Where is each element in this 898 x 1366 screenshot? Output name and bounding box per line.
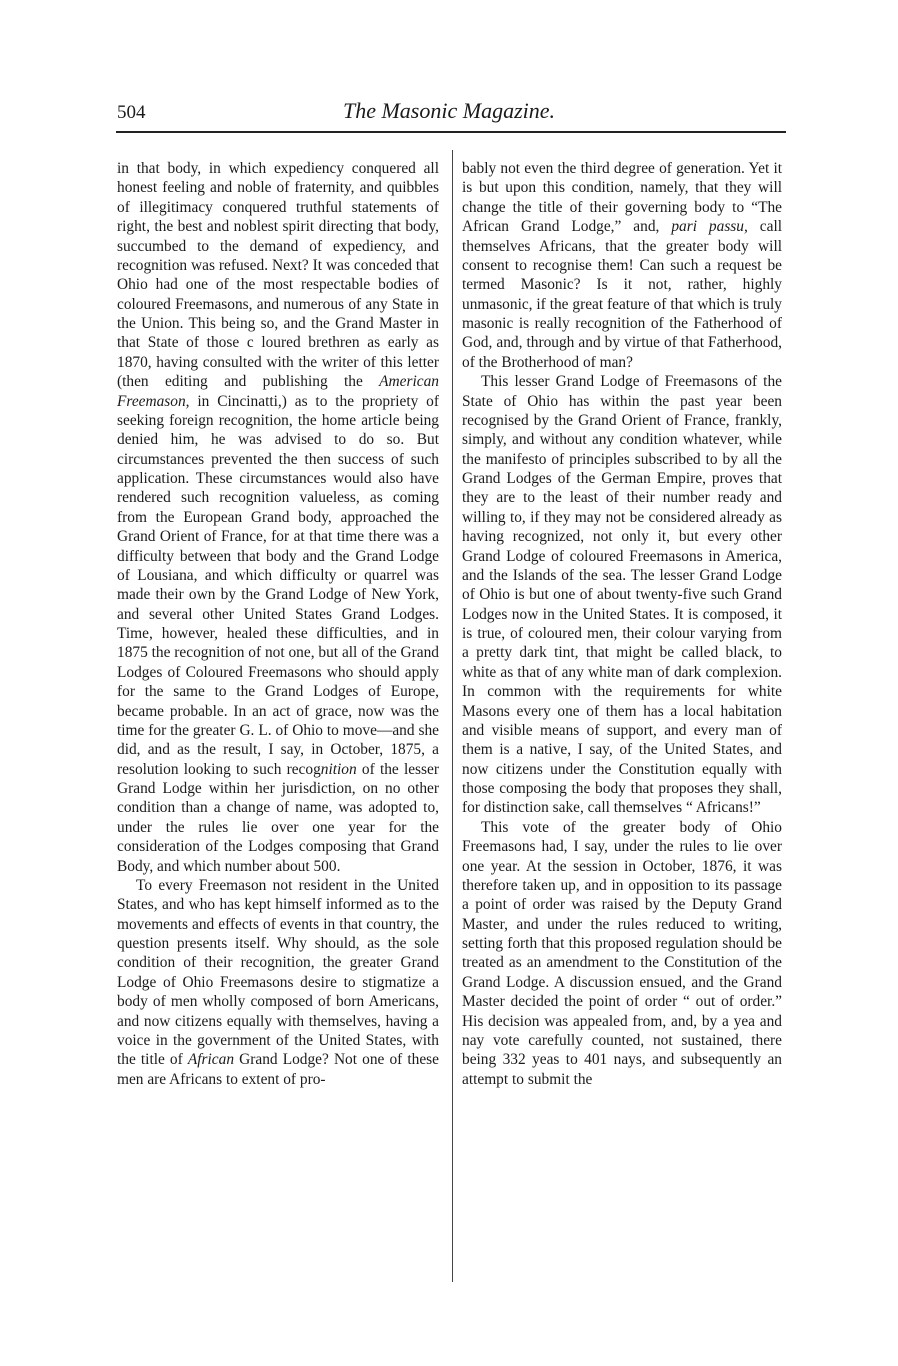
left-column [117, 159, 439, 1089]
text-run: in that body, in which expediency conquered all honest feeling and noble of fraternity, and quibbles of illegitimacy conquered truthful statements of right, the best and noblest spirit directing that body, succumbed to the demand of expediency, and recognition was refused. Next? It was conceded that Ohio had one of the most respectable bodies of coloured Freemasons, and numerous of any State in the Union. This being so, and the Grand Master in that State of those c loured brethren as early as 1870, having consulted with the writer of this letter (then editing and publishing the [117, 160, 439, 391]
column-divider [452, 150, 453, 1282]
italic-run: African [187, 1051, 235, 1069]
text-run: bably not even the third degree of generation. Yet it is but upon this condition, namely, that they will change the title of their governing body to “The African Grand Lodge,” and, [462, 160, 782, 236]
paragraph [117, 159, 439, 876]
italic-run: pari passu, [671, 218, 748, 236]
running-title: The Masonic Magazine. [342, 98, 556, 123]
header-rule [116, 131, 786, 133]
text-run: call themselves Africans, that the greater body will consent to recognise them! Can such a request be termed Masonic? Is it not, rather, highly unmasonic, if the great feature of that which is truly masonic is really recognition of the Fatherhood of God, and, through and by virtue of that Fatherhood, of the Brotherhood of man? [462, 218, 783, 371]
right-column [462, 159, 782, 1089]
text-run: Grand Lodge? Not one of these men are Africans to extent of pro- [117, 1051, 439, 1088]
page-header [0, 96, 898, 136]
text-run: of the lesser Grand Lodge within her jurisdiction, on no other condition than a change of name, was adopted to, under the rules lie over one year for the consideration of the Lodges composing that Grand Body, and which number about 500. [117, 760, 439, 875]
page-number: 504 [117, 102, 146, 123]
italic-run: American Freemason, [117, 373, 439, 410]
text-run: To every Freemason not resident in the United States, and who has kept himself informed as to the movements and effects of events in that country, the question presents itself. Why should, as the sole condition of their recognition, the greater Grand Lodge of Ohio Freemasons desire to stigmatize a body of men wholly composed of born Americans, and now citizens equally with themselves, having a voice in the government of the United States, with the title of [117, 876, 439, 1069]
italic-run: nition [320, 760, 357, 778]
text-run: This lesser Grand Lodge of Freemasons of the State of Ohio has within the past year been recognised by the Grand Orient of France, frankly, simply, and without any condition whatever, while the manifesto of principles subscribed to by all the Grand Lodges of the German Empire, proves that they are to the least of their number ready and willing to, if they may not be considered already as having recognized, not only it, but every other Grand Lodge of coloured Freemasons in America, and the Islands of the sea. The lesser Grand Lodge of Ohio is but one of about twenty-five such Grand Lodges now in the United States. It is composed, it is true, of coloured men, their colour varying from a pretty dark tint, that might be called black, to white as that of any white man of dark complexion. In common with the requirements for white Masons every one of them has a local habitation and visible means of support, and every man of them is a native, I say, of the United States, and now citizens under the Constitution equally with those composing the body that proposes they shall, for distinction sake, call themselves “ Africans!” [462, 373, 782, 817]
paragraph [117, 876, 439, 1089]
text-run: in Cincinatti,) as to the propriety of seeking foreign recognition, the home article being denied him, he was advised to do so. But circumstances prevented the then success of such application. These circumstances would also have rendered such recognition valueless, as coming from the European Grand body, approached the Grand Orient of France, for at that time there was a difficulty between that body and the Grand Lodge of Lousiana, and which difficulty or quarrel was made their own by the Grand Lodge of New York, and several other United States Grand Lodges. Time, however, healed these difficulties, and in 1875 the recognition of not one, but all of the Grand Lodges of Coloured Freemasons who should apply for the same to the Grand Lodges of Europe, became probable. In an act of grace, now was the time for the greater G. L. of Ohio to move—and she did, and as the result, I say, in October, 1875, a resolution looking to such recog [117, 392, 439, 778]
paragraph [462, 818, 782, 1089]
text-run: This vote of the greater body of Ohio Freemasons had, I say, under the rules to lie over one year. At the session in October, 1876, it was therefore taken up, and in opposition to its passage a point of order was raised by the Deputy Grand Master, and under the rules reduced to writing, setting forth that this proposed regulation should be treated as an amendment to the Constitution of the Grand Lodge. A discussion ensued, and the Grand Master decided the point of order “ out of order.” His decision was appealed from, and, by a yea and nay vote carefully counted, not sustained, there being 332 yeas to 401 nays, and subsequently an attempt to submit the [462, 818, 782, 1088]
paragraph [462, 159, 782, 372]
paragraph [462, 372, 782, 818]
